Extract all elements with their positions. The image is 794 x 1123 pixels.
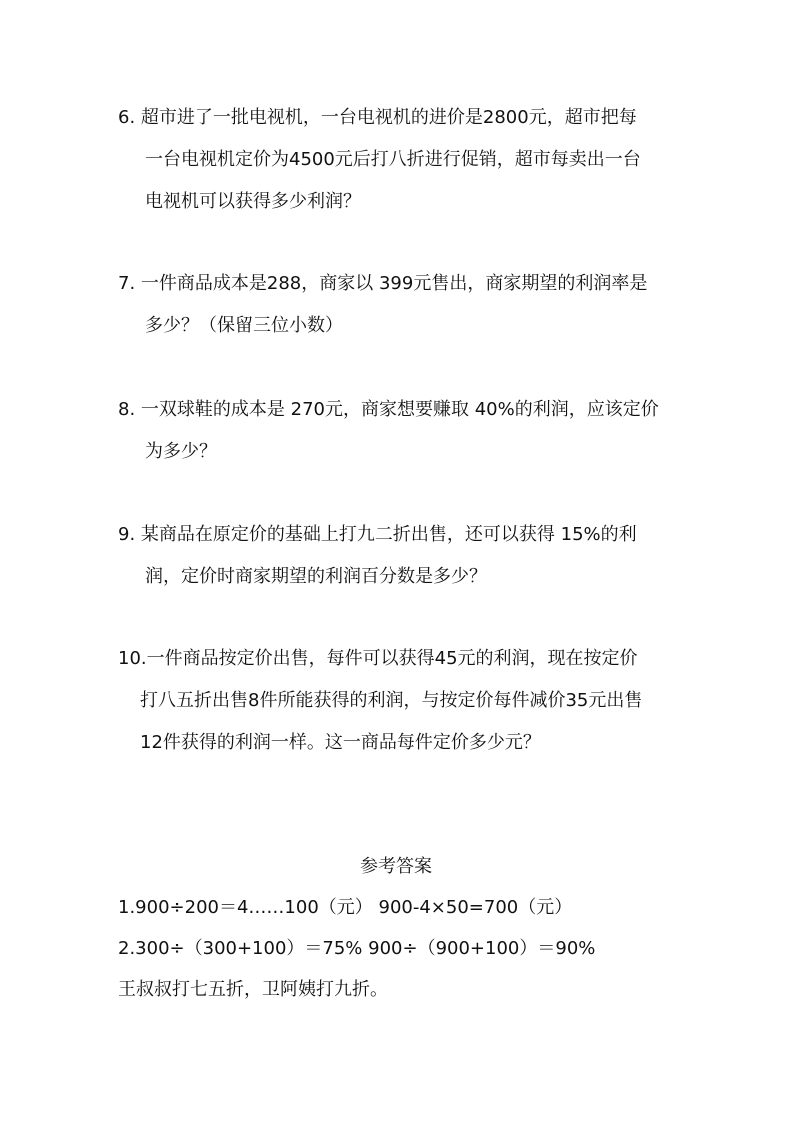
question-8-line-2: 为多少？ [145, 441, 217, 462]
question-6-line-2: 一台电视机定价为4500元后打八折进行促销，超市每卖出一台 [145, 149, 641, 170]
question-7-line-1: 7. 一件商品成本是288，商家以 399元售出，商家期望的利润率是 [118, 273, 648, 294]
answer-line-3: 王叔叔打七五折，卫阿姨打九折。 [118, 979, 388, 1000]
question-6-line-3: 电视机可以获得多少利润？ [145, 191, 361, 212]
answers-title: 参考答案 [360, 856, 432, 877]
question-9-line-2: 润，定价时商家期望的利润百分数是多少？ [145, 566, 487, 587]
question-6-line-1: 6. 超市进了一批电视机，一台电视机的进价是2800元，超市把每 [118, 107, 637, 128]
question-10-line-1: 10.一件商品按定价出售，每件可以获得45元的利润，现在按定价 [118, 648, 638, 669]
question-9-line-1: 9. 某商品在原定价的基础上打九二折出售，还可以获得 15%的利 [118, 524, 637, 545]
question-7-line-2: 多少？（保留三位小数） [145, 315, 343, 336]
answer-line-1: 1.900÷200＝4……100（元） 900-4×50=700（元） [118, 897, 573, 918]
question-10-line-3: 12件获得的利润一样。这一商品每件定价多少元？ [140, 732, 541, 753]
question-10-line-2: 打八五折出售8件所能获得的利润，与按定价每件减价35元出售 [140, 690, 643, 711]
question-8-line-1: 8. 一双球鞋的成本是 270元，商家想要赚取 40%的利润，应该定价 [118, 399, 659, 420]
answer-line-2: 2.300÷（300+100）＝75% 900÷（900+100）＝90% [118, 938, 596, 959]
